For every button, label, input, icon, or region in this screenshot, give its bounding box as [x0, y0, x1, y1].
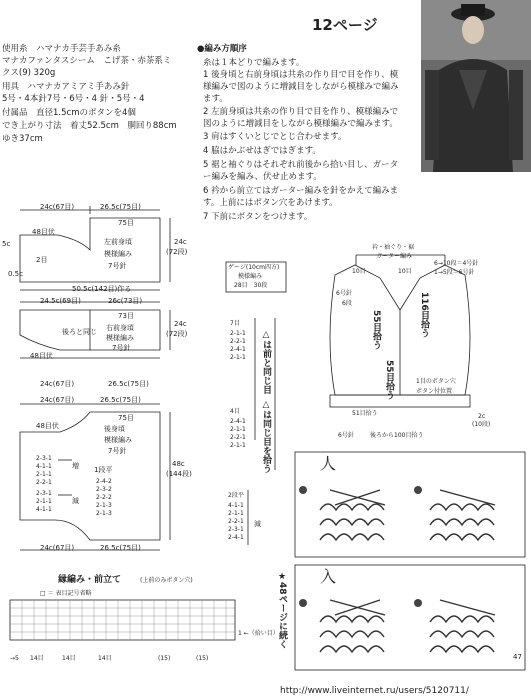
bot-row-l: 2-2-1 — [36, 479, 52, 486]
center-decrease: 減 — [254, 520, 261, 528]
vest-left-side: 6段 — [342, 300, 352, 307]
instruction-step: 5 裾と袖ぐりはそれぞれ前後から拾い目し、ガータ — [203, 160, 399, 170]
bot-row-label: 1段平 — [94, 466, 113, 474]
vest-left-label: 6号針 — [336, 290, 352, 297]
bot-width-right: 26.5c(75目) — [100, 396, 141, 404]
bot-row-r: 2-4-2 — [96, 478, 112, 485]
gauge-values: 28目 30段 — [234, 282, 268, 289]
center-row: 2-2-1 — [230, 434, 246, 441]
bot-row-r: 2-2-2 — [96, 494, 112, 501]
vest-bottom2: 後ろから100目拾う — [370, 432, 424, 439]
center-row: 2-2-1 — [228, 518, 244, 525]
mid-piece-sub: 模様編み — [106, 334, 134, 342]
center-row: 2-1-1 — [230, 330, 246, 337]
pattern-bottom-label: (15) — [158, 655, 171, 662]
materials-line8: ゆき37cm — [2, 134, 43, 144]
center-row: 2-1-1 — [230, 442, 246, 449]
center-row: 2-2-1 — [230, 338, 246, 345]
vest-buttons: ボタン付位置 — [416, 388, 453, 395]
pattern-title-note: (上前のみボタン穴) — [140, 577, 193, 584]
page-number: 47 — [513, 653, 522, 661]
instruction-step: 1 後身頃と右前身頃は共糸の作り目で目を作り、模 — [203, 70, 399, 80]
instruction-step: 糸は１本どりで編みます。 — [203, 58, 305, 68]
materials-line6: 付属品 直径1.5cmのボタンを4個 — [2, 108, 136, 118]
materials-line5: 5号・4本針7号・6号・4 針・5号・4 — [2, 94, 145, 104]
instructions-heading: ●編み方順序 — [197, 44, 247, 54]
mid-height: 24c — [174, 320, 187, 328]
center-row: 2-1-1 — [230, 354, 246, 361]
gauge-sub: 模様編み — [238, 273, 263, 280]
center-group1-top: 7目 — [230, 320, 240, 327]
top-width-right: 26.5c(75目) — [100, 203, 141, 211]
bot-bind-off: 48目伏 — [36, 422, 59, 430]
bot-row-l: 2-3-1 — [36, 490, 52, 497]
continued-note: ★48ページに続く — [277, 572, 287, 649]
instruction-step: 4 脇はかぶせはぎではぎます。 — [203, 146, 321, 156]
mid-piece-title: 右前身頃 — [106, 324, 134, 332]
materials-line2: マナカファンタスシーム こげ茶・赤茶系ミ — [2, 56, 172, 66]
top-cast-on: 50.5c(142目)作る — [72, 285, 132, 293]
mid-bind-off: 48目伏 — [30, 352, 53, 360]
center-group3-top: 2段平 — [228, 492, 244, 499]
top-bind-off: 48目伏 — [32, 228, 55, 236]
pattern-bottom-label: (15) — [196, 655, 209, 662]
instruction-step: す。上前にはボタン穴をあけます。 — [203, 198, 338, 208]
decrease-symbol: 人 — [320, 454, 337, 473]
mid-count: 73目 — [118, 312, 134, 320]
pattern-row-label: 1 ←（拾い目） — [238, 630, 279, 637]
mid-bottom-left: 24c(67目) — [40, 380, 75, 388]
vest-left-arm: 116目拾う — [419, 292, 429, 338]
vest-title: 衿・袖ぐり・裾 — [372, 244, 415, 251]
bot-bottom-right: 26.5c(75目) — [100, 544, 141, 552]
top-count: 75目 — [118, 219, 134, 227]
pattern-title: 縁編み・前立て — [58, 575, 122, 585]
bot-row-l: 2-1-1 — [36, 498, 52, 505]
bot-width-left: 24c(67目) — [40, 396, 75, 404]
mid-side-text: 後ろと同じ — [62, 328, 97, 336]
bot-height: 48c — [172, 460, 185, 468]
page-title-prefix: 12ページ — [312, 16, 378, 34]
instruction-step: ー編みを編み、伏せ止めます。 — [203, 172, 322, 182]
vest-right-side: 2c — [478, 413, 486, 420]
top-height-rows: (72段) — [166, 248, 188, 256]
vest-front-left: 55目拾う — [371, 310, 381, 350]
materials-line3: クス(9) 320g — [2, 68, 56, 78]
vest-bottom-needle: 6号針 — [338, 432, 354, 439]
materials-line4: 用具 ハマナカアミアミ手あみ針 — [2, 82, 130, 92]
instruction-step: 図のように増減目をしながら模様編みで編みます。 — [203, 119, 398, 129]
top-width-left: 24c(67目) — [40, 203, 75, 211]
mid-width-right: 26c(73目) — [108, 297, 143, 305]
pattern-bottom-num: →5 — [10, 655, 19, 662]
vest-sub: ガーター編み — [376, 253, 413, 260]
instruction-step: 3 肩はすくいとじでとじ合わせます。 — [203, 132, 347, 142]
bot-needle: 7号針 — [108, 447, 127, 455]
pattern-legend: □ ＝ 表目記号省略 — [40, 590, 92, 597]
top-piece-sub: 模様編み — [104, 250, 132, 258]
top-height: 24c — [174, 238, 187, 246]
vest-needle1: 6→10段＝4号針 — [434, 260, 479, 267]
vest-bottom1: 51目拾う — [352, 410, 378, 417]
vest-buttonhole: 1目のボタン穴 — [416, 378, 456, 385]
top-side-label: 5c — [2, 240, 11, 248]
bot-bottom-left: 24c(67目) — [40, 544, 75, 552]
bot-row-r: 2-1-3 — [96, 502, 112, 509]
top-left-count: 2目 — [36, 256, 48, 264]
mid-needle: 7号針 — [112, 344, 131, 352]
bot-row-l: 4-1-1 — [36, 506, 52, 513]
center-row: 2-4-1 — [228, 534, 244, 541]
mid-width-left: 24.5c(69目) — [40, 297, 81, 305]
instruction-step: 6 衿から前立てはガーター編みを針をかえて編みま — [203, 186, 399, 196]
materials-line7: でき上がり寸法 着丈52.5cm 胴回り88cm — [2, 121, 177, 131]
top-piece-title: 左前身頃 — [104, 238, 132, 246]
mid-bottom-right: 26.5c(75目) — [108, 380, 149, 388]
instruction-step: 7 下前にボタンをつけます。 — [203, 212, 313, 222]
center-row: 2-1-1 — [230, 426, 246, 433]
bot-height-rows: (144段) — [166, 470, 192, 478]
center-row: 2-1-1 — [228, 510, 244, 517]
pattern-bottom-label: 14目 — [98, 655, 112, 662]
bot-piece-sub: 模様編み — [104, 436, 132, 444]
center-row: 2-4-1 — [230, 418, 246, 425]
center-row: 4-1-1 — [228, 502, 244, 509]
bot-count: 75目 — [118, 414, 134, 422]
top-needle: 7号針 — [108, 262, 127, 270]
bot-row-l: 2-1-1 — [36, 471, 52, 478]
gauge-title: ゲージ(10cm四方) — [228, 264, 280, 271]
vest-right-rows: (10段) — [472, 421, 491, 428]
materials-line1: 使用糸 ハマナカ手芸手あみ糸 — [2, 44, 121, 54]
pattern-bottom-label: 14目 — [30, 655, 44, 662]
bot-increase: 増 — [72, 462, 79, 470]
vest-front-right: 55目拾う — [384, 360, 394, 400]
bot-row-r: 2-1-3 — [96, 510, 112, 517]
bot-decrease: 減 — [72, 497, 79, 505]
instruction-step: 2 左前身頃は共糸の作り目で目を作り、模様編みで — [203, 107, 399, 117]
instruction-step: ます。 — [203, 94, 228, 104]
bot-row-l: 2-3-1 — [36, 455, 52, 462]
vest-count1: 10目 — [352, 268, 366, 275]
center-side-text1: △は前と同じ目 — [261, 330, 271, 394]
center-side-text2: △は同じ目を拾う — [261, 400, 271, 473]
bot-row-r: 2-3-2 — [96, 486, 112, 493]
center-group2-top: 4目 — [230, 408, 240, 415]
increase-symbol: 入 — [320, 567, 337, 586]
mid-height-rows: (72段) — [166, 330, 188, 338]
source-url[interactable]: http://www.liveinternet.ru/users/5120711/ — [280, 686, 469, 696]
center-row: 2-3-1 — [228, 526, 244, 533]
center-row: 2-4-1 — [230, 346, 246, 353]
vest-count2: 10目 — [398, 268, 412, 275]
top-left-small: 0.5c — [8, 270, 23, 278]
pattern-bottom-label: 14目 — [62, 655, 76, 662]
vest-needle2: 1→5段＝6号針 — [434, 269, 475, 276]
bot-piece-title: 後身頃 — [104, 425, 125, 433]
bot-row-l: 4-1-1 — [36, 463, 52, 470]
instruction-step: 様編みで図のように増減目をしながら模様みで編み — [203, 82, 399, 92]
